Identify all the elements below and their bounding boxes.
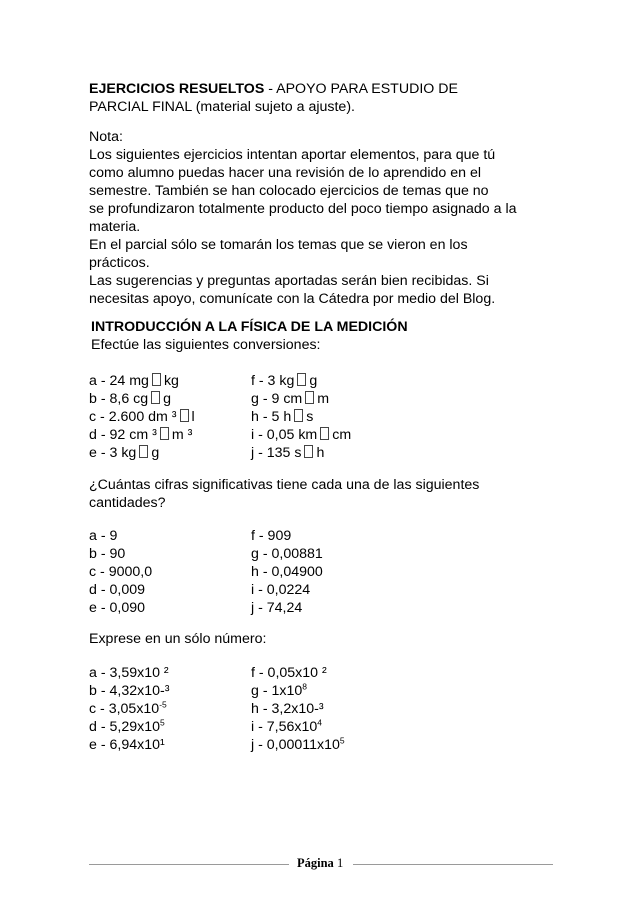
note-line: Los siguientes ejercicios intentan aportar elementos, para que tú [89, 147, 496, 163]
conversion-row: b - 8,6 cg g g - 9 cm m [89, 391, 330, 407]
conversion-row: d - 92 cm ³ m ³ i - 0,05 km cm [89, 427, 352, 443]
footer-rule-right [353, 864, 553, 865]
arrow-glyph-icon [320, 427, 329, 440]
note-line: se profundizaron totalmente producto del poco tiempo asignado a la [89, 201, 517, 217]
note-line: como alumno puedas hacer una revisión de lo aprendido en el [89, 165, 481, 181]
conversions-intro: Efectúe las siguientes conversiones: [91, 337, 321, 353]
document-header [89, 80, 559, 116]
page-footer [297, 856, 343, 871]
sigfig-row: a - 9 f - 909 [89, 528, 292, 544]
arrow-glyph-icon [180, 409, 189, 422]
arrow-glyph-icon [304, 445, 313, 458]
conversion-row: a - 24 mg kg f - 3 kg g [89, 373, 318, 389]
title-rest: - APOYO PARA ESTUDIO DE [264, 81, 458, 97]
note-block [89, 128, 559, 308]
title-line2: PARCIAL FINAL (material sujeto a ajuste). [89, 99, 355, 115]
arrow-glyph-icon [139, 445, 148, 458]
conversion-row: e - 3 kg g j - 135 s h [89, 445, 325, 461]
arrow-glyph-icon [152, 373, 161, 386]
express-row: c - $3,05x10^{-5}$ h - 3,2x10-³ [89, 699, 324, 717]
express-intro: Exprese en un sólo número: [89, 631, 267, 647]
footer-rule-left [89, 864, 289, 865]
sigfig-question-cont: cantidades? [89, 495, 166, 511]
page-label: Página [297, 856, 334, 870]
arrow-glyph-icon [305, 391, 314, 404]
sigfig-question: ¿Cuántas cifras significativas tiene cada una de las siguientes [89, 477, 480, 493]
sigfig-row: d - 0,009 i - 0,0224 [89, 582, 311, 598]
note-line: materia. [89, 219, 141, 235]
sigfig-row: e - 0,090 j - 74,24 [89, 600, 303, 616]
section-title: INTRODUCCIÓN A LA FÍSICA DE LA MEDICIÓN [91, 319, 408, 335]
express-row: e - 6,94x10¹ j - $0,00011x10^5$ [89, 735, 345, 753]
title-bold: EJERCICIOS RESUELTOS [89, 81, 265, 97]
note-line: En el parcial sólo se tomarán los temas que se vieron en los [89, 237, 468, 253]
note-line: Las sugerencias y preguntas aportadas serán bien recibidas. Si [89, 273, 489, 289]
conversion-row: c - 2.600 dm ³ l h - 5 h s [89, 409, 314, 425]
sigfig-row: b - 90 g - 0,00881 [89, 546, 323, 562]
arrow-glyph-icon [294, 409, 303, 422]
note-line: necesitas apoyo, comunícate con la Cátedra por medio del Blog. [89, 291, 496, 307]
arrow-glyph-icon [151, 391, 160, 404]
note-line: semestre. También se han colocado ejercicios de temas que no [89, 183, 489, 199]
arrow-glyph-icon [160, 427, 169, 440]
arrow-glyph-icon [297, 373, 306, 386]
sigfig-row: c - 9000,0 h - 0,04900 [89, 564, 323, 580]
note-label: Nota: [89, 129, 123, 145]
page-number: 1 [336, 856, 344, 870]
note-line: prácticos. [89, 255, 150, 271]
express-row: a - 3,59x10 ² f - 0,05x10 ² [89, 665, 327, 681]
express-row: b - 4,32x10-³ g - $1x10^8$ [89, 681, 307, 699]
express-row: d - $5,29x10^5$ i - $7,56x10^4$ [89, 717, 322, 735]
